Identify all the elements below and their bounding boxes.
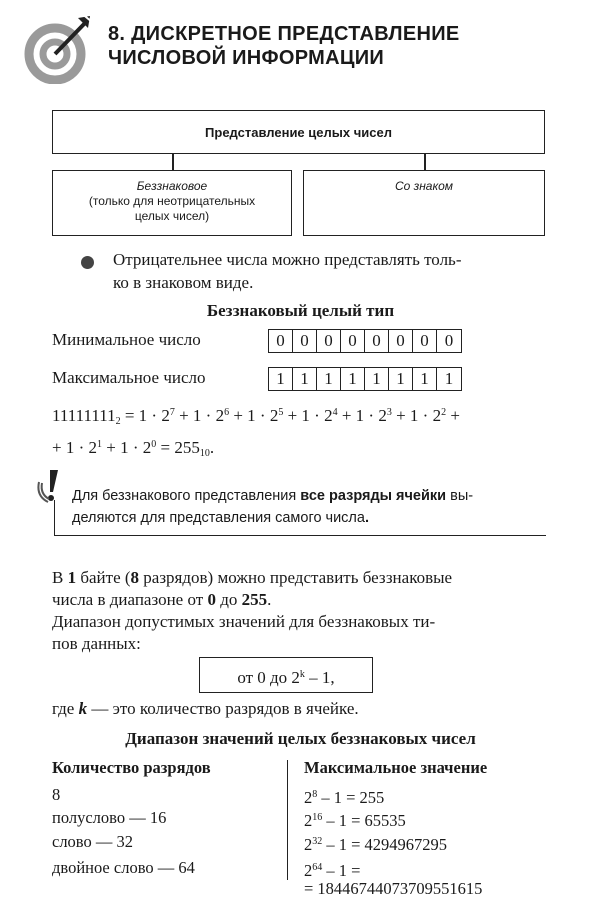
binary-expansion-formula	[52, 401, 572, 465]
bit-cell: 1	[269, 368, 293, 390]
para-line4: пов данных:	[52, 634, 141, 653]
bit-cell: 1	[317, 368, 341, 390]
table-row-bits: 8	[52, 785, 61, 804]
bit-cell: 0	[317, 330, 341, 352]
target-arrow-icon	[22, 14, 92, 84]
note-rule-vertical	[54, 500, 55, 536]
bullet-dot-icon	[81, 256, 94, 269]
where-k-text: где k — это количество разрядов в ячейке.	[52, 699, 359, 718]
byte-range-paragraph	[52, 567, 562, 655]
min-bits	[268, 329, 462, 353]
para-line3: Диапазон допустимых значений для беззнаковых ти-	[52, 612, 436, 631]
note-text	[72, 485, 552, 529]
min-label: Минимальное число	[52, 330, 201, 349]
note-line1: Для беззнакового представления все разряды ячейки вы-	[72, 488, 474, 504]
table-row-max: $2^{16} - 1 = 65535$	[304, 811, 406, 830]
bit-cell: 0	[269, 330, 293, 352]
note-line2: деляются для представления самого числа.	[72, 510, 369, 526]
diagram-unsigned-box	[52, 170, 292, 236]
formula-line1: $11111111_2 = 1 \cdot 2^7 + 1 \cdot 2^6 + 1 \cdot 2^5 + 1 \cdot 2^4 + 1 \cdot 2^3 + 1 \cdot 2^2$ +	[52, 406, 460, 427]
bit-cell: 0	[293, 330, 317, 352]
bit-cell: 1	[444, 369, 454, 388]
max-label: Максимальное число	[52, 368, 206, 387]
table-row-bits: слово — 32	[52, 832, 133, 851]
connector-right	[424, 154, 426, 170]
table-divider	[287, 760, 288, 880]
table-row-bits: двойное слово — 64	[52, 858, 195, 877]
bit-cell: 0	[341, 330, 365, 352]
chapter-title	[108, 22, 460, 70]
bit-cell: 0	[389, 330, 413, 352]
bullet-line2: ко в знаковом виде.	[113, 273, 254, 292]
col-max-header: Максимальное значение	[304, 758, 488, 777]
unsigned-heading: Беззнаковый целый тип	[206, 301, 395, 320]
bit-cell: 1	[293, 368, 317, 390]
bit-cell: 0	[444, 331, 454, 350]
table-row-bits: полуслово — 16	[52, 808, 167, 827]
bit-cell: 0	[365, 330, 389, 352]
diagram-root-label: Представление целых чисел	[205, 124, 392, 140]
range-table-heading: Диапазон значений целых беззнаковых чисел	[125, 729, 476, 748]
bit-cell: 1	[365, 368, 389, 390]
note-rule-horizontal	[54, 535, 546, 536]
range-formula-box: от 0 до 2$^k$ – 1,	[199, 657, 373, 693]
diagram-signed-box	[303, 170, 545, 236]
table-row-max-continued: = 18446744073709551615	[304, 879, 483, 898]
bit-cell: 1	[341, 368, 365, 390]
diagram-unsigned-sub2: целых чисел)	[134, 209, 210, 223]
formula-line2: + $1 \cdot 2^1 + 1 \cdot 2^0 = 255_{10}$.	[52, 438, 215, 459]
bit-cell: 0	[413, 330, 437, 352]
diagram-signed-title: Со знаком	[394, 179, 454, 193]
chapter-title-line2: ЧИСЛОВОЙ ИНФОРМАЦИИ	[108, 47, 385, 69]
bullet-line1: Отрицательнее числа можно представлять толь-	[113, 250, 462, 269]
max-bits	[268, 367, 462, 391]
diagram-unsigned-sub1: (только для неотрицательных	[88, 194, 256, 208]
table-row-max: $2^{32} - 1 = 4294967295$	[304, 835, 448, 854]
connector-left	[172, 154, 174, 170]
bullet-text	[113, 248, 553, 294]
chapter-title-line1: 8. ДИСКРЕТНОЕ ПРЕДСТАВЛЕНИЕ	[108, 23, 460, 45]
exclamation-hand-icon	[36, 468, 68, 508]
table-row-max: $2^{64} - 1$ =	[304, 861, 361, 880]
col-bits-header: Количество разрядов	[52, 758, 211, 777]
table-row-max: $2^8 - 1 = 255$	[304, 788, 385, 807]
para-line1: В 1 байте (8 разрядов) можно представить беззнаковые	[52, 568, 453, 587]
diagram-unsigned-title: Беззнаковое	[136, 179, 208, 193]
bit-cell: 1	[389, 368, 413, 390]
diagram-root-box	[52, 110, 545, 154]
bit-cell: 1	[413, 368, 437, 390]
para-line2: числа в диапазоне от 0 до 255.	[52, 590, 272, 609]
